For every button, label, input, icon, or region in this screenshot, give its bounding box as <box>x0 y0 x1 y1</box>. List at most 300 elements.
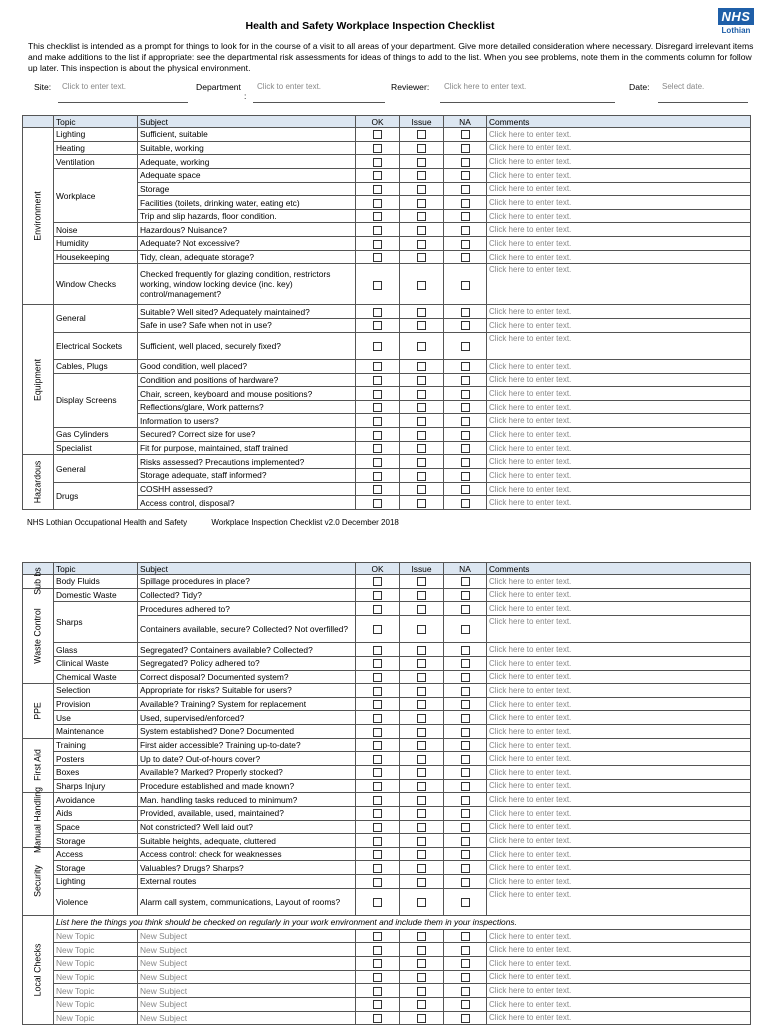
subject-cell: Suitable? Well sited? Adequately maintained? <box>138 305 356 319</box>
issue-checkbox[interactable] <box>417 605 426 614</box>
issue-checkbox[interactable] <box>417 390 426 399</box>
topic-cell: Sharps <box>54 602 138 643</box>
comment-field[interactable]: Click here to enter text. <box>487 997 751 1011</box>
na-checkbox[interactable] <box>461 158 470 167</box>
ok-checkbox[interactable] <box>373 390 382 399</box>
comment-field[interactable]: Click here to enter text. <box>487 128 751 142</box>
section-label-text: Hazardous <box>32 460 43 504</box>
new-subject-field[interactable]: New Subject <box>138 929 356 943</box>
date-picker[interactable]: Select date. <box>662 82 705 91</box>
subject-cell: Adequate space <box>138 168 356 182</box>
ok-checkbox[interactable] <box>373 605 382 614</box>
comment-field[interactable]: Click here to enter text. <box>487 237 751 251</box>
ok-checkbox[interactable] <box>373 577 382 586</box>
ok-checkbox[interactable] <box>373 823 382 832</box>
na-checkbox[interactable] <box>461 809 470 818</box>
comment-field[interactable]: Click here to enter text. <box>487 387 751 401</box>
ok-checkbox[interactable] <box>373 458 382 467</box>
issue-checkbox[interactable] <box>417 253 426 262</box>
table-row <box>23 697 751 711</box>
ok-checkbox[interactable] <box>373 687 382 696</box>
comment-field[interactable]: Click here to enter text. <box>487 414 751 428</box>
issue-checkbox[interactable] <box>417 499 426 508</box>
ok-checkbox[interactable] <box>373 659 382 668</box>
table-row <box>23 602 751 616</box>
ok-cell <box>356 888 400 915</box>
comment-field[interactable]: Click here to enter text. <box>487 250 751 264</box>
comment-field[interactable]: Click here to enter text. <box>487 725 751 739</box>
ok-checkbox[interactable] <box>373 728 382 737</box>
ok-checkbox[interactable] <box>373 973 382 982</box>
comment-field[interactable]: Click here to enter text. <box>487 875 751 889</box>
na-checkbox[interactable] <box>461 472 470 481</box>
issue-checkbox[interactable] <box>417 864 426 873</box>
na-checkbox[interactable] <box>461 1014 470 1023</box>
comment-field[interactable]: Click here to enter text. <box>487 820 751 834</box>
comment-field[interactable]: Click here to enter text. <box>487 332 751 359</box>
issue-checkbox[interactable] <box>417 987 426 996</box>
issue-checkbox[interactable] <box>417 946 426 955</box>
issue-checkbox[interactable] <box>417 158 426 167</box>
na-checkbox[interactable] <box>461 898 470 907</box>
na-checkbox[interactable] <box>461 796 470 805</box>
na-checkbox[interactable] <box>461 959 470 968</box>
issue-checkbox[interactable] <box>417 741 426 750</box>
ok-checkbox[interactable] <box>373 171 382 180</box>
na-checkbox[interactable] <box>461 253 470 262</box>
comment-field[interactable]: Click here to enter text. <box>487 155 751 169</box>
subject-cell: Adequate? Not excessive? <box>138 237 356 251</box>
na-checkbox[interactable] <box>461 932 470 941</box>
ok-checkbox[interactable] <box>373 837 382 846</box>
ok-checkbox[interactable] <box>373 362 382 371</box>
ok-checkbox[interactable] <box>373 864 382 873</box>
section-label <box>23 305 54 455</box>
ok-cell <box>356 752 400 766</box>
ok-checkbox[interactable] <box>373 673 382 682</box>
comment-field[interactable]: Click here to enter text. <box>487 469 751 483</box>
comment-field[interactable]: Click here to enter text. <box>487 400 751 414</box>
new-subject-field[interactable]: New Subject <box>138 984 356 998</box>
subject-cell: Adequate, working <box>138 155 356 169</box>
na-checkbox[interactable] <box>461 226 470 235</box>
new-topic-field[interactable]: New Topic <box>54 943 138 957</box>
na-checkbox[interactable] <box>461 499 470 508</box>
topic-cell: General <box>54 305 138 332</box>
issue-cell <box>400 765 444 779</box>
issue-checkbox[interactable] <box>417 878 426 887</box>
na-checkbox[interactable] <box>461 308 470 317</box>
subject-cell: Risks assessed? Precautions implemented? <box>138 455 356 469</box>
ok-cell <box>356 820 400 834</box>
topic-cell: Storage <box>54 834 138 848</box>
issue-checkbox[interactable] <box>417 700 426 709</box>
ok-checkbox[interactable] <box>373 158 382 167</box>
section-label-text: Security <box>32 865 43 898</box>
department-colon: : <box>244 91 247 101</box>
ok-checkbox[interactable] <box>373 281 382 290</box>
ok-checkbox[interactable] <box>373 768 382 777</box>
new-topic-field[interactable]: New Topic <box>54 1011 138 1025</box>
ok-checkbox[interactable] <box>373 472 382 481</box>
na-checkbox[interactable] <box>461 673 470 682</box>
comment-field[interactable]: Click here to enter text. <box>487 588 751 602</box>
ok-checkbox[interactable] <box>373 625 382 634</box>
na-cell <box>444 697 487 711</box>
issue-cell <box>400 305 444 319</box>
na-checkbox[interactable] <box>461 376 470 385</box>
na-checkbox[interactable] <box>461 458 470 467</box>
issue-checkbox[interactable] <box>417 226 426 235</box>
na-checkbox[interactable] <box>461 864 470 873</box>
comment-field[interactable]: Click here to enter text. <box>487 168 751 182</box>
comment-field[interactable]: Click here to enter text. <box>487 575 751 589</box>
na-checkbox[interactable] <box>461 362 470 371</box>
comment-field[interactable]: Click here to enter text. <box>487 602 751 616</box>
comment-field[interactable]: Click here to enter text. <box>487 359 751 373</box>
ok-checkbox[interactable] <box>373 342 382 351</box>
ok-checkbox[interactable] <box>373 253 382 262</box>
ok-checkbox[interactable] <box>373 782 382 791</box>
issue-checkbox[interactable] <box>417 687 426 696</box>
new-topic-field[interactable]: New Topic <box>54 984 138 998</box>
comment-field[interactable]: Click here to enter text. <box>487 455 751 469</box>
na-checkbox[interactable] <box>461 171 470 180</box>
na-checkbox[interactable] <box>461 1000 470 1009</box>
site-input[interactable]: Click to enter text. <box>62 82 127 91</box>
issue-checkbox[interactable] <box>417 577 426 586</box>
issue-checkbox[interactable] <box>417 485 426 494</box>
table-row <box>23 1011 751 1025</box>
na-cell <box>444 469 487 483</box>
ok-checkbox[interactable] <box>373 240 382 249</box>
ok-checkbox[interactable] <box>373 403 382 412</box>
ok-checkbox[interactable] <box>373 850 382 859</box>
issue-cell <box>400 496 444 510</box>
na-checkbox[interactable] <box>461 144 470 153</box>
comment-field[interactable]: Click here to enter text. <box>487 670 751 684</box>
issue-checkbox[interactable] <box>417 171 426 180</box>
issue-cell <box>400 155 444 169</box>
table-row <box>23 956 751 970</box>
issue-checkbox[interactable] <box>417 932 426 941</box>
new-topic-field[interactable]: New Topic <box>54 929 138 943</box>
topic-cell: Selection <box>54 684 138 698</box>
issue-checkbox[interactable] <box>417 376 426 385</box>
na-checkbox[interactable] <box>461 605 470 614</box>
issue-checkbox[interactable] <box>417 796 426 805</box>
ok-checkbox[interactable] <box>373 485 382 494</box>
comment-field[interactable]: Click here to enter text. <box>487 141 751 155</box>
na-checkbox[interactable] <box>461 625 470 634</box>
issue-cell <box>400 752 444 766</box>
issue-checkbox[interactable] <box>417 959 426 968</box>
issue-checkbox[interactable] <box>417 728 426 737</box>
ok-cell <box>356 575 400 589</box>
comment-field[interactable]: Click here to enter text. <box>487 684 751 698</box>
na-cell <box>444 305 487 319</box>
issue-checkbox[interactable] <box>417 973 426 982</box>
issue-checkbox[interactable] <box>417 1000 426 1009</box>
comment-field[interactable]: Click here to enter text. <box>487 656 751 670</box>
na-cell <box>444 209 487 223</box>
comment-field[interactable]: Click here to enter text. <box>487 888 751 915</box>
ok-cell <box>356 414 400 428</box>
comment-field[interactable]: Click here to enter text. <box>487 318 751 332</box>
issue-checkbox[interactable] <box>417 1014 426 1023</box>
na-checkbox[interactable] <box>461 130 470 139</box>
na-checkbox[interactable] <box>461 741 470 750</box>
new-topic-field[interactable]: New Topic <box>54 956 138 970</box>
ok-checkbox[interactable] <box>373 809 382 818</box>
issue-checkbox[interactable] <box>417 130 426 139</box>
comment-field[interactable]: Click here to enter text. <box>487 834 751 848</box>
ok-checkbox[interactable] <box>373 212 382 221</box>
issue-checkbox[interactable] <box>417 755 426 764</box>
ok-checkbox[interactable] <box>373 987 382 996</box>
table-row <box>23 806 751 820</box>
ok-checkbox[interactable] <box>373 878 382 887</box>
issue-checkbox[interactable] <box>417 591 426 600</box>
na-checkbox[interactable] <box>461 591 470 600</box>
reviewer-input[interactable]: Click here to enter text. <box>444 82 527 91</box>
na-checkbox[interactable] <box>461 342 470 351</box>
new-subject-field[interactable]: New Subject <box>138 956 356 970</box>
issue-checkbox[interactable] <box>417 823 426 832</box>
ok-checkbox[interactable] <box>373 714 382 723</box>
comment-field[interactable]: Click here to enter text. <box>487 943 751 957</box>
issue-checkbox[interactable] <box>417 809 426 818</box>
topic-cell: Chemical Waste <box>54 670 138 684</box>
comment-field[interactable]: Click here to enter text. <box>487 496 751 510</box>
na-checkbox[interactable] <box>461 646 470 655</box>
issue-checkbox[interactable] <box>417 308 426 317</box>
table-row <box>23 888 751 915</box>
table-row <box>23 155 751 169</box>
na-checkbox[interactable] <box>461 199 470 208</box>
ok-checkbox[interactable] <box>373 144 382 153</box>
ok-checkbox[interactable] <box>373 185 382 194</box>
comment-field[interactable]: Click here to enter text. <box>487 373 751 387</box>
comment-field[interactable]: Click here to enter text. <box>487 738 751 752</box>
comment-field[interactable]: Click here to enter text. <box>487 929 751 943</box>
na-cell <box>444 264 487 305</box>
issue-checkbox[interactable] <box>417 403 426 412</box>
subject-cell: Collected? Tidy? <box>138 588 356 602</box>
department-label: Department <box>196 82 241 92</box>
new-subject-field[interactable]: New Subject <box>138 943 356 957</box>
na-checkbox[interactable] <box>461 403 470 412</box>
na-checkbox[interactable] <box>461 485 470 494</box>
subject-cell: Up to date? Out-of-hours cover? <box>138 752 356 766</box>
topic-cell: Space <box>54 820 138 834</box>
issue-checkbox[interactable] <box>417 782 426 791</box>
na-cell <box>444 128 487 142</box>
na-checkbox[interactable] <box>461 728 470 737</box>
comment-field[interactable]: Click here to enter text. <box>487 752 751 766</box>
ok-checkbox[interactable] <box>373 946 382 955</box>
ok-checkbox[interactable] <box>373 755 382 764</box>
na-checkbox[interactable] <box>461 281 470 290</box>
issue-checkbox[interactable] <box>417 837 426 846</box>
ok-checkbox[interactable] <box>373 700 382 709</box>
ok-checkbox[interactable] <box>373 898 382 907</box>
na-checkbox[interactable] <box>461 850 470 859</box>
topic-cell: Drugs <box>54 482 138 509</box>
na-checkbox[interactable] <box>461 755 470 764</box>
na-checkbox[interactable] <box>461 417 470 426</box>
new-subject-field[interactable]: New Subject <box>138 1011 356 1025</box>
table-row <box>23 588 751 602</box>
issue-checkbox[interactable] <box>417 472 426 481</box>
issue-checkbox[interactable] <box>417 659 426 668</box>
issue-checkbox[interactable] <box>417 714 426 723</box>
na-checkbox[interactable] <box>461 390 470 399</box>
na-checkbox[interactable] <box>461 946 470 955</box>
comment-field[interactable]: Click here to enter text. <box>487 196 751 210</box>
issue-checkbox[interactable] <box>417 362 426 371</box>
na-checkbox[interactable] <box>461 823 470 832</box>
na-cell <box>444 332 487 359</box>
ok-checkbox[interactable] <box>373 646 382 655</box>
na-checkbox[interactable] <box>461 878 470 887</box>
ok-checkbox[interactable] <box>373 376 382 385</box>
table-row <box>23 264 751 305</box>
ok-checkbox[interactable] <box>373 308 382 317</box>
issue-checkbox[interactable] <box>417 768 426 777</box>
issue-checkbox[interactable] <box>417 850 426 859</box>
issue-checkbox[interactable] <box>417 144 426 153</box>
comment-field[interactable]: Click here to enter text. <box>487 1011 751 1025</box>
comment-field[interactable]: Click here to enter text. <box>487 861 751 875</box>
na-checkbox[interactable] <box>461 687 470 696</box>
issue-checkbox[interactable] <box>417 212 426 221</box>
subject-cell: Not constricted? Well laid out? <box>138 820 356 834</box>
ok-checkbox[interactable] <box>373 226 382 235</box>
issue-checkbox[interactable] <box>417 625 426 634</box>
section-label <box>23 738 54 793</box>
ok-cell <box>356 441 400 455</box>
ok-checkbox[interactable] <box>373 741 382 750</box>
na-checkbox[interactable] <box>461 577 470 586</box>
comment-field[interactable]: Click here to enter text. <box>487 482 751 496</box>
ok-checkbox[interactable] <box>373 417 382 426</box>
comment-field[interactable]: Click here to enter text. <box>487 779 751 793</box>
issue-checkbox[interactable] <box>417 185 426 194</box>
ok-checkbox[interactable] <box>373 499 382 508</box>
comment-field[interactable]: Click here to enter text. <box>487 765 751 779</box>
na-checkbox[interactable] <box>461 973 470 982</box>
topic-cell: Ventilation <box>54 155 138 169</box>
ok-checkbox[interactable] <box>373 591 382 600</box>
ok-checkbox[interactable] <box>373 959 382 968</box>
comment-field[interactable]: Click here to enter text. <box>487 847 751 861</box>
na-checkbox[interactable] <box>461 444 470 453</box>
comment-field[interactable]: Click here to enter text. <box>487 643 751 657</box>
comment-field[interactable]: Click here to enter text. <box>487 615 751 642</box>
ok-checkbox[interactable] <box>373 199 382 208</box>
na-checkbox[interactable] <box>461 714 470 723</box>
na-checkbox[interactable] <box>461 185 470 194</box>
ok-checkbox[interactable] <box>373 932 382 941</box>
na-checkbox[interactable] <box>461 240 470 249</box>
comment-field[interactable]: Click here to enter text. <box>487 428 751 442</box>
subject-cell: Provided, available, used, maintained? <box>138 806 356 820</box>
comment-field[interactable]: Click here to enter text. <box>487 970 751 984</box>
comment-field[interactable]: Click here to enter text. <box>487 182 751 196</box>
na-checkbox[interactable] <box>461 659 470 668</box>
ok-cell <box>356 684 400 698</box>
comment-field[interactable]: Click here to enter text. <box>487 441 751 455</box>
new-subject-field[interactable]: New Subject <box>138 970 356 984</box>
issue-checkbox[interactable] <box>417 281 426 290</box>
ok-checkbox[interactable] <box>373 431 382 440</box>
table-row <box>23 725 751 739</box>
comment-field[interactable]: Click here to enter text. <box>487 711 751 725</box>
subject-cell: System established? Done? Documented <box>138 725 356 739</box>
na-checkbox[interactable] <box>461 700 470 709</box>
comment-field[interactable]: Click here to enter text. <box>487 793 751 807</box>
issue-checkbox[interactable] <box>417 458 426 467</box>
ok-checkbox[interactable] <box>373 1014 382 1023</box>
na-checkbox[interactable] <box>461 321 470 330</box>
issue-checkbox[interactable] <box>417 673 426 682</box>
issue-checkbox[interactable] <box>417 342 426 351</box>
na-cell <box>444 588 487 602</box>
na-cell <box>444 141 487 155</box>
comment-field[interactable]: Click here to enter text. <box>487 984 751 998</box>
nhs-logo-sub: Lothian <box>721 26 751 35</box>
issue-checkbox[interactable] <box>417 444 426 453</box>
comment-field[interactable]: Click here to enter text. <box>487 956 751 970</box>
na-checkbox[interactable] <box>461 431 470 440</box>
na-checkbox[interactable] <box>461 782 470 791</box>
department-input[interactable]: Click to enter text. <box>257 82 322 91</box>
issue-checkbox[interactable] <box>417 417 426 426</box>
issue-checkbox[interactable] <box>417 646 426 655</box>
ok-checkbox[interactable] <box>373 796 382 805</box>
issue-checkbox[interactable] <box>417 240 426 249</box>
ok-checkbox[interactable] <box>373 321 382 330</box>
new-topic-field[interactable]: New Topic <box>54 970 138 984</box>
na-checkbox[interactable] <box>461 212 470 221</box>
issue-checkbox[interactable] <box>417 898 426 907</box>
na-cell <box>444 847 487 861</box>
comment-field[interactable]: Click here to enter text. <box>487 697 751 711</box>
ok-checkbox[interactable] <box>373 1000 382 1009</box>
na-checkbox[interactable] <box>461 987 470 996</box>
header-row <box>23 563 751 575</box>
ok-cell <box>356 834 400 848</box>
comment-field[interactable]: Click here to enter text. <box>487 209 751 223</box>
new-subject-field[interactable]: New Subject <box>138 997 356 1011</box>
issue-checkbox[interactable] <box>417 321 426 330</box>
ok-cell <box>356 496 400 510</box>
issue-checkbox[interactable] <box>417 199 426 208</box>
na-checkbox[interactable] <box>461 837 470 846</box>
issue-cell <box>400 875 444 889</box>
comment-field[interactable]: Click here to enter text. <box>487 264 751 305</box>
na-checkbox[interactable] <box>461 768 470 777</box>
issue-cell <box>400 602 444 616</box>
ok-checkbox[interactable] <box>373 130 382 139</box>
issue-checkbox[interactable] <box>417 431 426 440</box>
new-topic-field[interactable]: New Topic <box>54 997 138 1011</box>
comment-field[interactable]: Click here to enter text. <box>487 223 751 237</box>
comment-field[interactable]: Click here to enter text. <box>487 305 751 319</box>
ok-checkbox[interactable] <box>373 444 382 453</box>
comment-field[interactable]: Click here to enter text. <box>487 806 751 820</box>
